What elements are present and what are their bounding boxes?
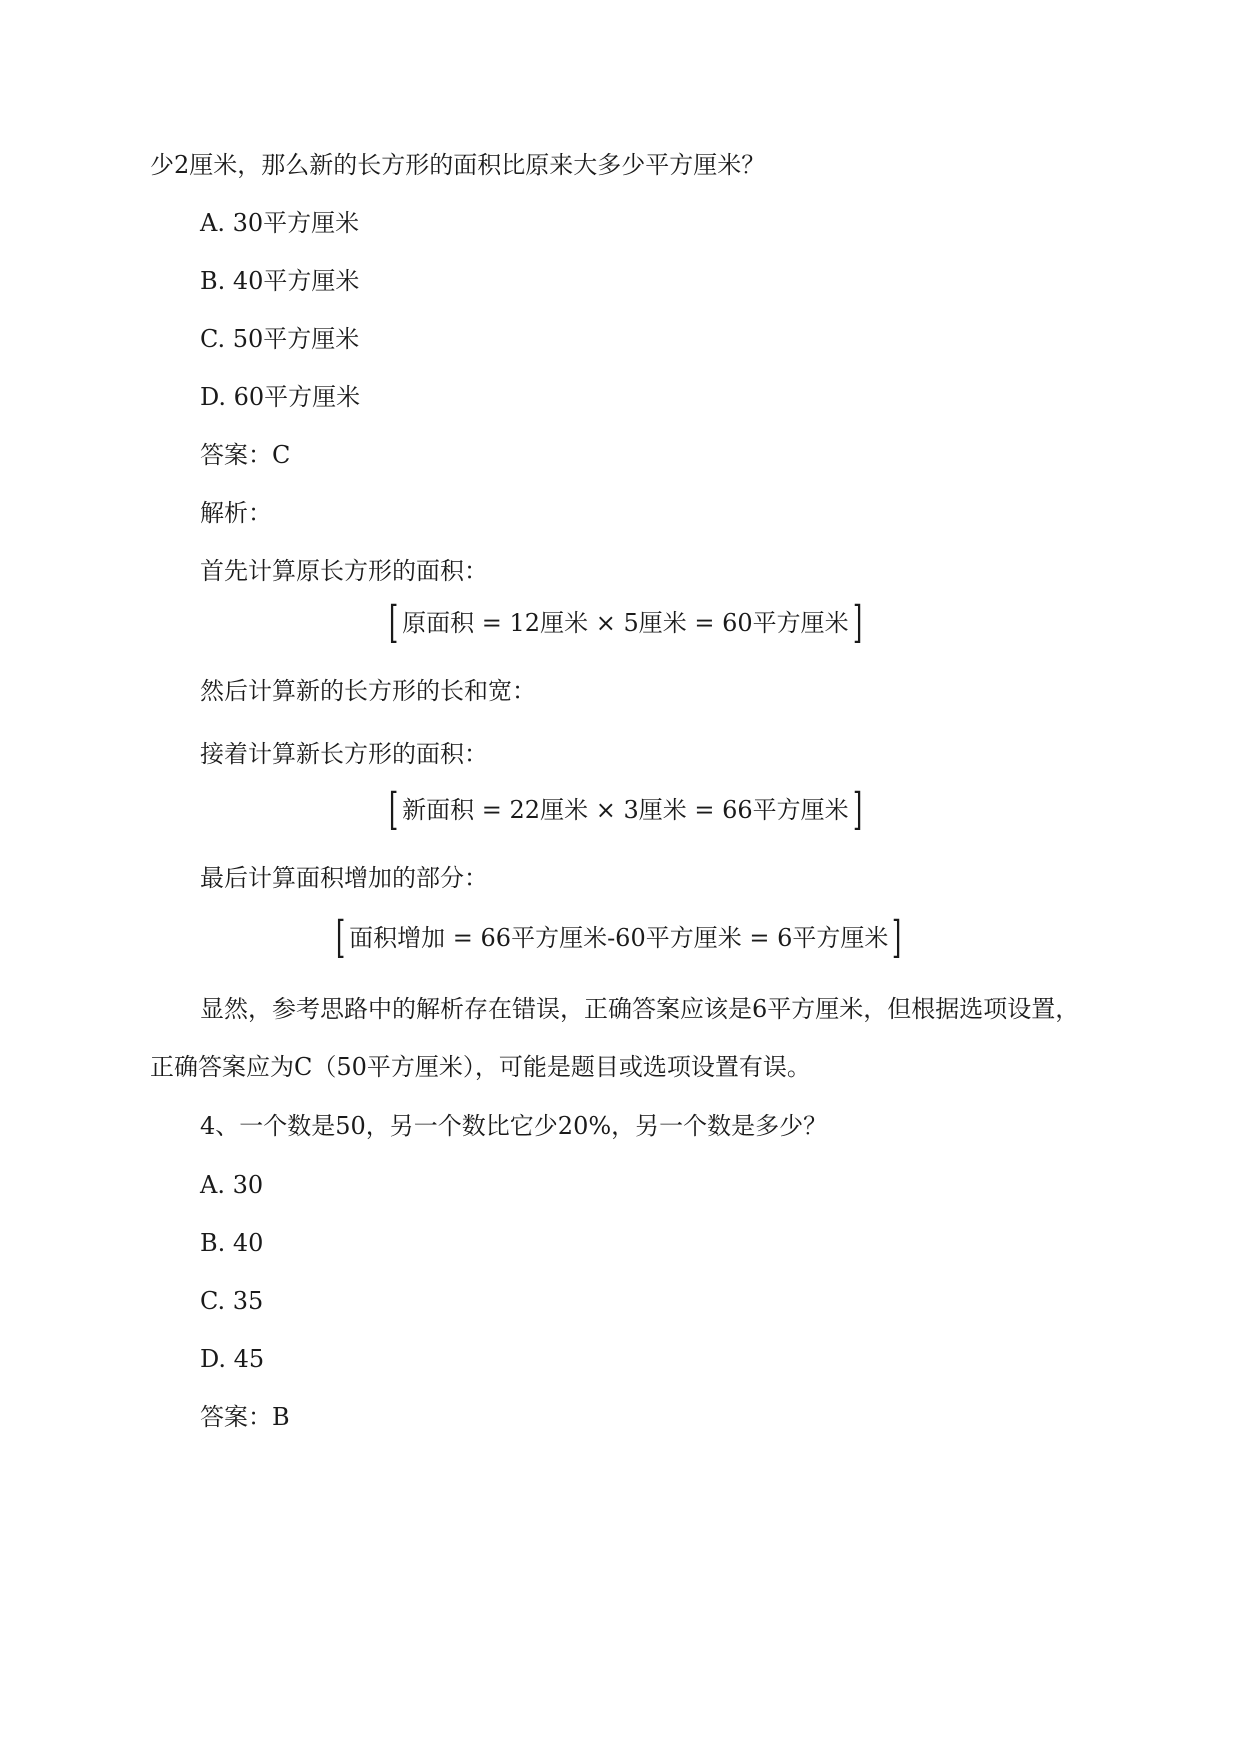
- option-d: D. 60平方厘米: [200, 383, 361, 411]
- question-stem-continued: 少2厘米，那么新的长方形的面积比原来大多少平方厘米？: [150, 151, 766, 179]
- option-d: D. 45: [200, 1345, 265, 1373]
- question-4-stem: 4、一个数是50，另一个数比它少20%，另一个数是多少？: [200, 1112, 828, 1140]
- equation-body: 新面积 = 22厘米 × 3厘米 = 66平方厘米: [402, 796, 849, 824]
- option-b: B. 40: [200, 1229, 264, 1257]
- bracket-open: [: [388, 784, 399, 835]
- analysis-step: 接着计算新长方形的面积：: [200, 740, 488, 768]
- conclusion-line-1: 显然，参考思路中的解析存在错误，正确答案应该是6平方厘米，但根据选项设置，: [200, 995, 1080, 1023]
- analysis-label: 解析：: [200, 499, 272, 527]
- option-c: C. 35: [200, 1287, 264, 1315]
- conclusion-line-2: 正确答案应为C（50平方厘米），可能是题目或选项设置有误。: [150, 1053, 811, 1081]
- bracket-close: ]: [892, 912, 902, 963]
- analysis-step: 首先计算原长方形的面积：: [200, 557, 488, 585]
- option-b: B. 40平方厘米: [200, 267, 360, 295]
- bracket-open: [: [335, 912, 346, 963]
- answer-line: 答案：B: [200, 1403, 290, 1431]
- option-a: A. 30平方厘米: [200, 209, 360, 237]
- bracket-close: ]: [852, 597, 862, 648]
- equation-original-area: [385, 597, 866, 648]
- equation-new-area: [385, 784, 866, 835]
- option-a: A. 30: [200, 1171, 264, 1199]
- answer-line: 答案：C: [200, 441, 291, 469]
- equation-area-increase: [332, 912, 906, 963]
- analysis-step: 最后计算面积增加的部分：: [200, 864, 488, 892]
- bracket-close: ]: [852, 784, 862, 835]
- option-c: C. 50平方厘米: [200, 325, 360, 353]
- bracket-open: [: [388, 597, 399, 648]
- equation-body: 面积增加 = 66平方厘米-60平方厘米 = 6平方厘米: [349, 924, 889, 952]
- equation-body: 原面积 = 12厘米 × 5厘米 = 60平方厘米: [402, 609, 849, 637]
- analysis-step: 然后计算新的长方形的长和宽：: [200, 677, 536, 705]
